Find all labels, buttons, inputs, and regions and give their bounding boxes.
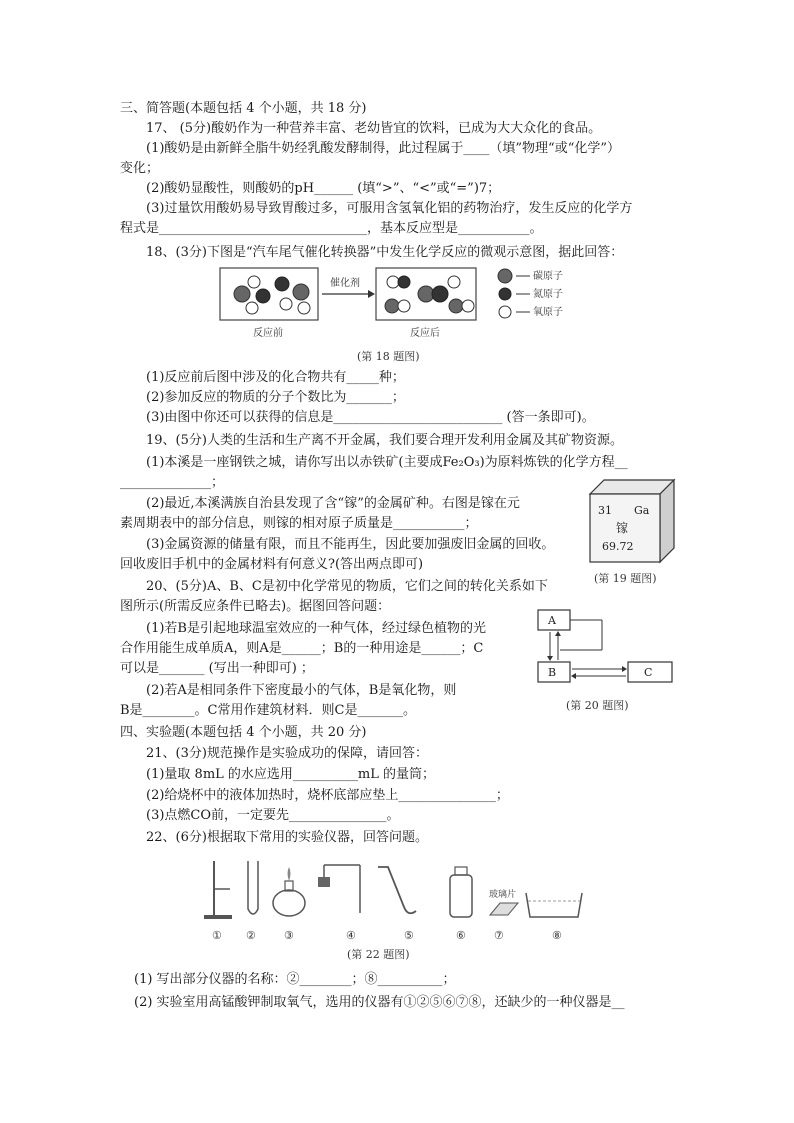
element-symbol: Ga (634, 504, 650, 517)
catalyst-label: 催化剂 (330, 278, 360, 289)
label-3: ③ (284, 929, 294, 942)
q22-apparatus-figure (200, 853, 584, 945)
bent-tube-icon (378, 867, 416, 913)
gallium-element-cube (588, 478, 676, 564)
glass-sheet-icon (490, 903, 518, 915)
stopper-tube-icon (318, 865, 360, 913)
after-label: 反应后 (410, 328, 440, 339)
q22-caption: (第 22 题图) (347, 948, 410, 961)
q22-part2: (2) 实验室用高锰酸钾制取氧气，选用的仪器有①②⑤⑥⑦⑧，还缺少的一种仪器是__ (134, 995, 625, 1010)
q19-stem: 19、(5分)人类的生活和生产离不开金属，我们要合理开发利用金属及其矿物资源。 (146, 433, 623, 448)
before-label: 反应前 (253, 328, 283, 339)
q20-part1-cont: 合作用能生成单质A，则A是______；B的一种用途是______；C (120, 641, 484, 656)
legend-carbon: 碳原子 (533, 271, 563, 282)
q18-part1: (1)反应前后图中涉及的化合物共有_____种； (146, 370, 405, 385)
q21-stem: 21、(3分)规范操作是实验成功的保障，请回答： (146, 746, 428, 761)
q22-stem: 22、(6分)根据取下常用的实验仪器，回答问题。 (146, 830, 428, 845)
section-3-heading: 三、简答题(本题包括 4 个小题，共 18 分) (120, 101, 367, 116)
q20-relation-diagram (530, 606, 682, 688)
q18-stem: 18、(3分)下图是“汽车尾气催化转换器”中发生化学反应的微观示意图，据此回答： (146, 245, 624, 260)
q17-part1-cont: 变化； (120, 161, 160, 176)
q19-part2: (2)最近,本溪满族自治县发现了含“镓”的金属矿种。右图是镓在元 (146, 496, 520, 511)
q19-part3: (3)金属资源的储量有限，而且不能再生，因此要加强废旧金属的回收。 (146, 537, 555, 552)
q20-part1-cont2: 可以是_______ (写出一种即可) ； (120, 661, 314, 676)
q18-reaction-diagram (218, 264, 590, 342)
node-b: B (548, 666, 557, 679)
element-mass: 69.72 (602, 540, 634, 553)
label-4: ④ (346, 929, 356, 942)
element-name: 镓 (616, 521, 629, 535)
label-7: ⑦ (494, 929, 504, 942)
trough-icon (526, 893, 582, 917)
q17-part1: (1)酸奶是由新鲜全脂牛奶经乳酸发酵制得，此过程属于____（填”物理“或“化学”） (146, 141, 620, 156)
label-8: ⑧ (552, 929, 562, 942)
q17-part3: (3)过量饮用酸奶易导致胃酸过多，可服用含氢氧化铝的药物治疗，发生反应的化学方 (146, 201, 633, 216)
label-6: ⑥ (456, 929, 466, 942)
section-4-heading: 四、实验题(本题包括 4 个小题，共 20 分) (120, 725, 367, 740)
q19-part2-cont: 素周期表中的部分信息，则镓的相对原子质量是___________； (120, 516, 478, 531)
node-a: A (548, 614, 556, 627)
q19-part3-cont: 回收废旧手机中的金属材料有何意义?(答出两点即可) (120, 557, 424, 572)
q17-part2: (2)酸奶显酸性，则酸奶的pH______ (填“>”、“<”或“=”)7； (146, 181, 501, 196)
legend-nitrogen: 氮原子 (533, 289, 563, 300)
q19-part1: (1)本溪是一座钢铁之城，请你写出以赤铁矿(主要成Fe₂O₃)为原料炼铁的化学方程__ (146, 455, 628, 470)
test-tube-icon (248, 861, 258, 914)
gas-bottle-icon (450, 867, 472, 917)
q22-part1: (1) 写出部分仪器的名称：②________；⑧__________； (134, 972, 456, 987)
q19-part1-cont: ______________； (120, 475, 225, 490)
q17-part3-cont: 程式是________________________________，基本反应型是___________。 (120, 221, 543, 236)
label-1: ① (212, 929, 222, 942)
legend-oxygen: 氧原子 (533, 307, 563, 318)
q18-part3: (3)由图中你还可以获得的信息是__________________________ (答一条即可)。 (146, 410, 595, 425)
iron-stand-icon (204, 861, 232, 919)
node-c: C (644, 666, 653, 679)
q18-part2: (2)参加反应的物质的分子个数比为_______； (146, 390, 405, 405)
glass-sheet-label: 玻璃片 (489, 890, 517, 900)
label-2: ② (246, 929, 256, 942)
q20-part1: (1)若B是引起地球温室效应的一种气体，经过绿色植物的光 (146, 621, 486, 636)
q20-part2-cont: B是________。C常用作建筑材料．则C是_______。 (120, 703, 416, 718)
q20-caption: (第 20 题图) (566, 699, 629, 712)
q17-stem: 17、 (5分)酸奶作为一种营养丰富、老幼皆宜的饮料，已成为大大众化的食品。 (146, 121, 602, 136)
q21-part1: (1)量取 8mL 的水应选用__________mL 的量筒； (146, 767, 436, 782)
q21-part2: (2)给烧杯中的液体加热时，烧杯底部应垫上_______________； (146, 788, 509, 803)
q19-caption: (第 19 题图) (594, 572, 657, 585)
label-5: ⑤ (404, 929, 414, 942)
q20-stem-cont: 图所示(所需反应条件已略去)。据图回答问题： (120, 599, 391, 614)
element-number: 31 (598, 504, 612, 517)
alcohol-lamp-icon (273, 867, 305, 916)
q21-part3: (3)点燃CO前，一定要先_______________。 (146, 808, 400, 823)
q20-part2: (2)若A是相同条件下密度最小的气体，B是氧化物，则 (146, 683, 457, 698)
q20-stem: 20、(5分)A、B、C是初中化学常见的物质，它们之间的转化关系如下 (146, 579, 548, 594)
q18-caption: (第 18 题图) (357, 350, 420, 363)
